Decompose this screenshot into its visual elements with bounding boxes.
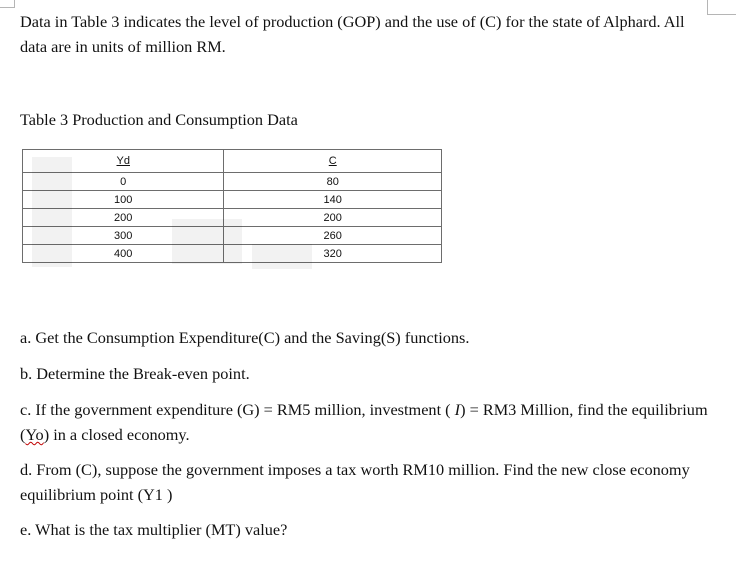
question-a: a. Get the Consumption Expenditure(C) and the Saving(S) functions. (20, 328, 470, 347)
table-row (23, 227, 442, 245)
cell-yd: 200 (23, 209, 224, 227)
cell-c: 200 (224, 209, 442, 227)
cell-yd: 0 (23, 173, 224, 191)
page-corner-mark-right (707, 0, 736, 15)
cell-yd: 100 (23, 191, 224, 209)
page-corner-mark-left (0, 0, 15, 8)
cell-c: 80 (224, 173, 442, 191)
table-row (23, 209, 442, 227)
header-c: C (328, 155, 337, 167)
cell-c: 320 (224, 245, 442, 263)
question-b: b. Determine the Break-even point. (20, 364, 250, 383)
question-d: d. From (C), suppose the government imposes a tax worth RM10 million. Find the new close economy equilibrium point (Y1 ) (20, 460, 690, 504)
investment-symbol: I (454, 400, 461, 419)
cell-c: 260 (224, 227, 442, 245)
table-caption: Table 3 Production and Consumption Data (20, 110, 298, 129)
table-header-row (23, 150, 442, 173)
intro-paragraph: Data in Table 3 indicates the level of production (GOP) and the use of (C) for the state of Alphard. All data are in units of million RM. (20, 12, 685, 56)
question-c-part: c. If the government expenditure (G) = RM5 million, investment ( (20, 400, 455, 419)
cell-c: 140 (224, 191, 442, 209)
header-yd: Yd (116, 155, 130, 167)
question-c-part: ) in a closed economy. (43, 425, 190, 444)
question-e: e. What is the tax multiplier (MT) value? (20, 520, 288, 539)
question-c (20, 397, 710, 447)
question-c-part: ) = RM3 Million, find the equilibrium ( (20, 400, 708, 444)
table-row (23, 173, 442, 191)
production-consumption-table (22, 149, 442, 263)
cell-yd: 400 (23, 245, 224, 263)
table-row (23, 191, 442, 209)
cell-yd: 300 (23, 227, 224, 245)
table-row (23, 245, 442, 263)
equilibrium-symbol: Yo (25, 425, 44, 444)
